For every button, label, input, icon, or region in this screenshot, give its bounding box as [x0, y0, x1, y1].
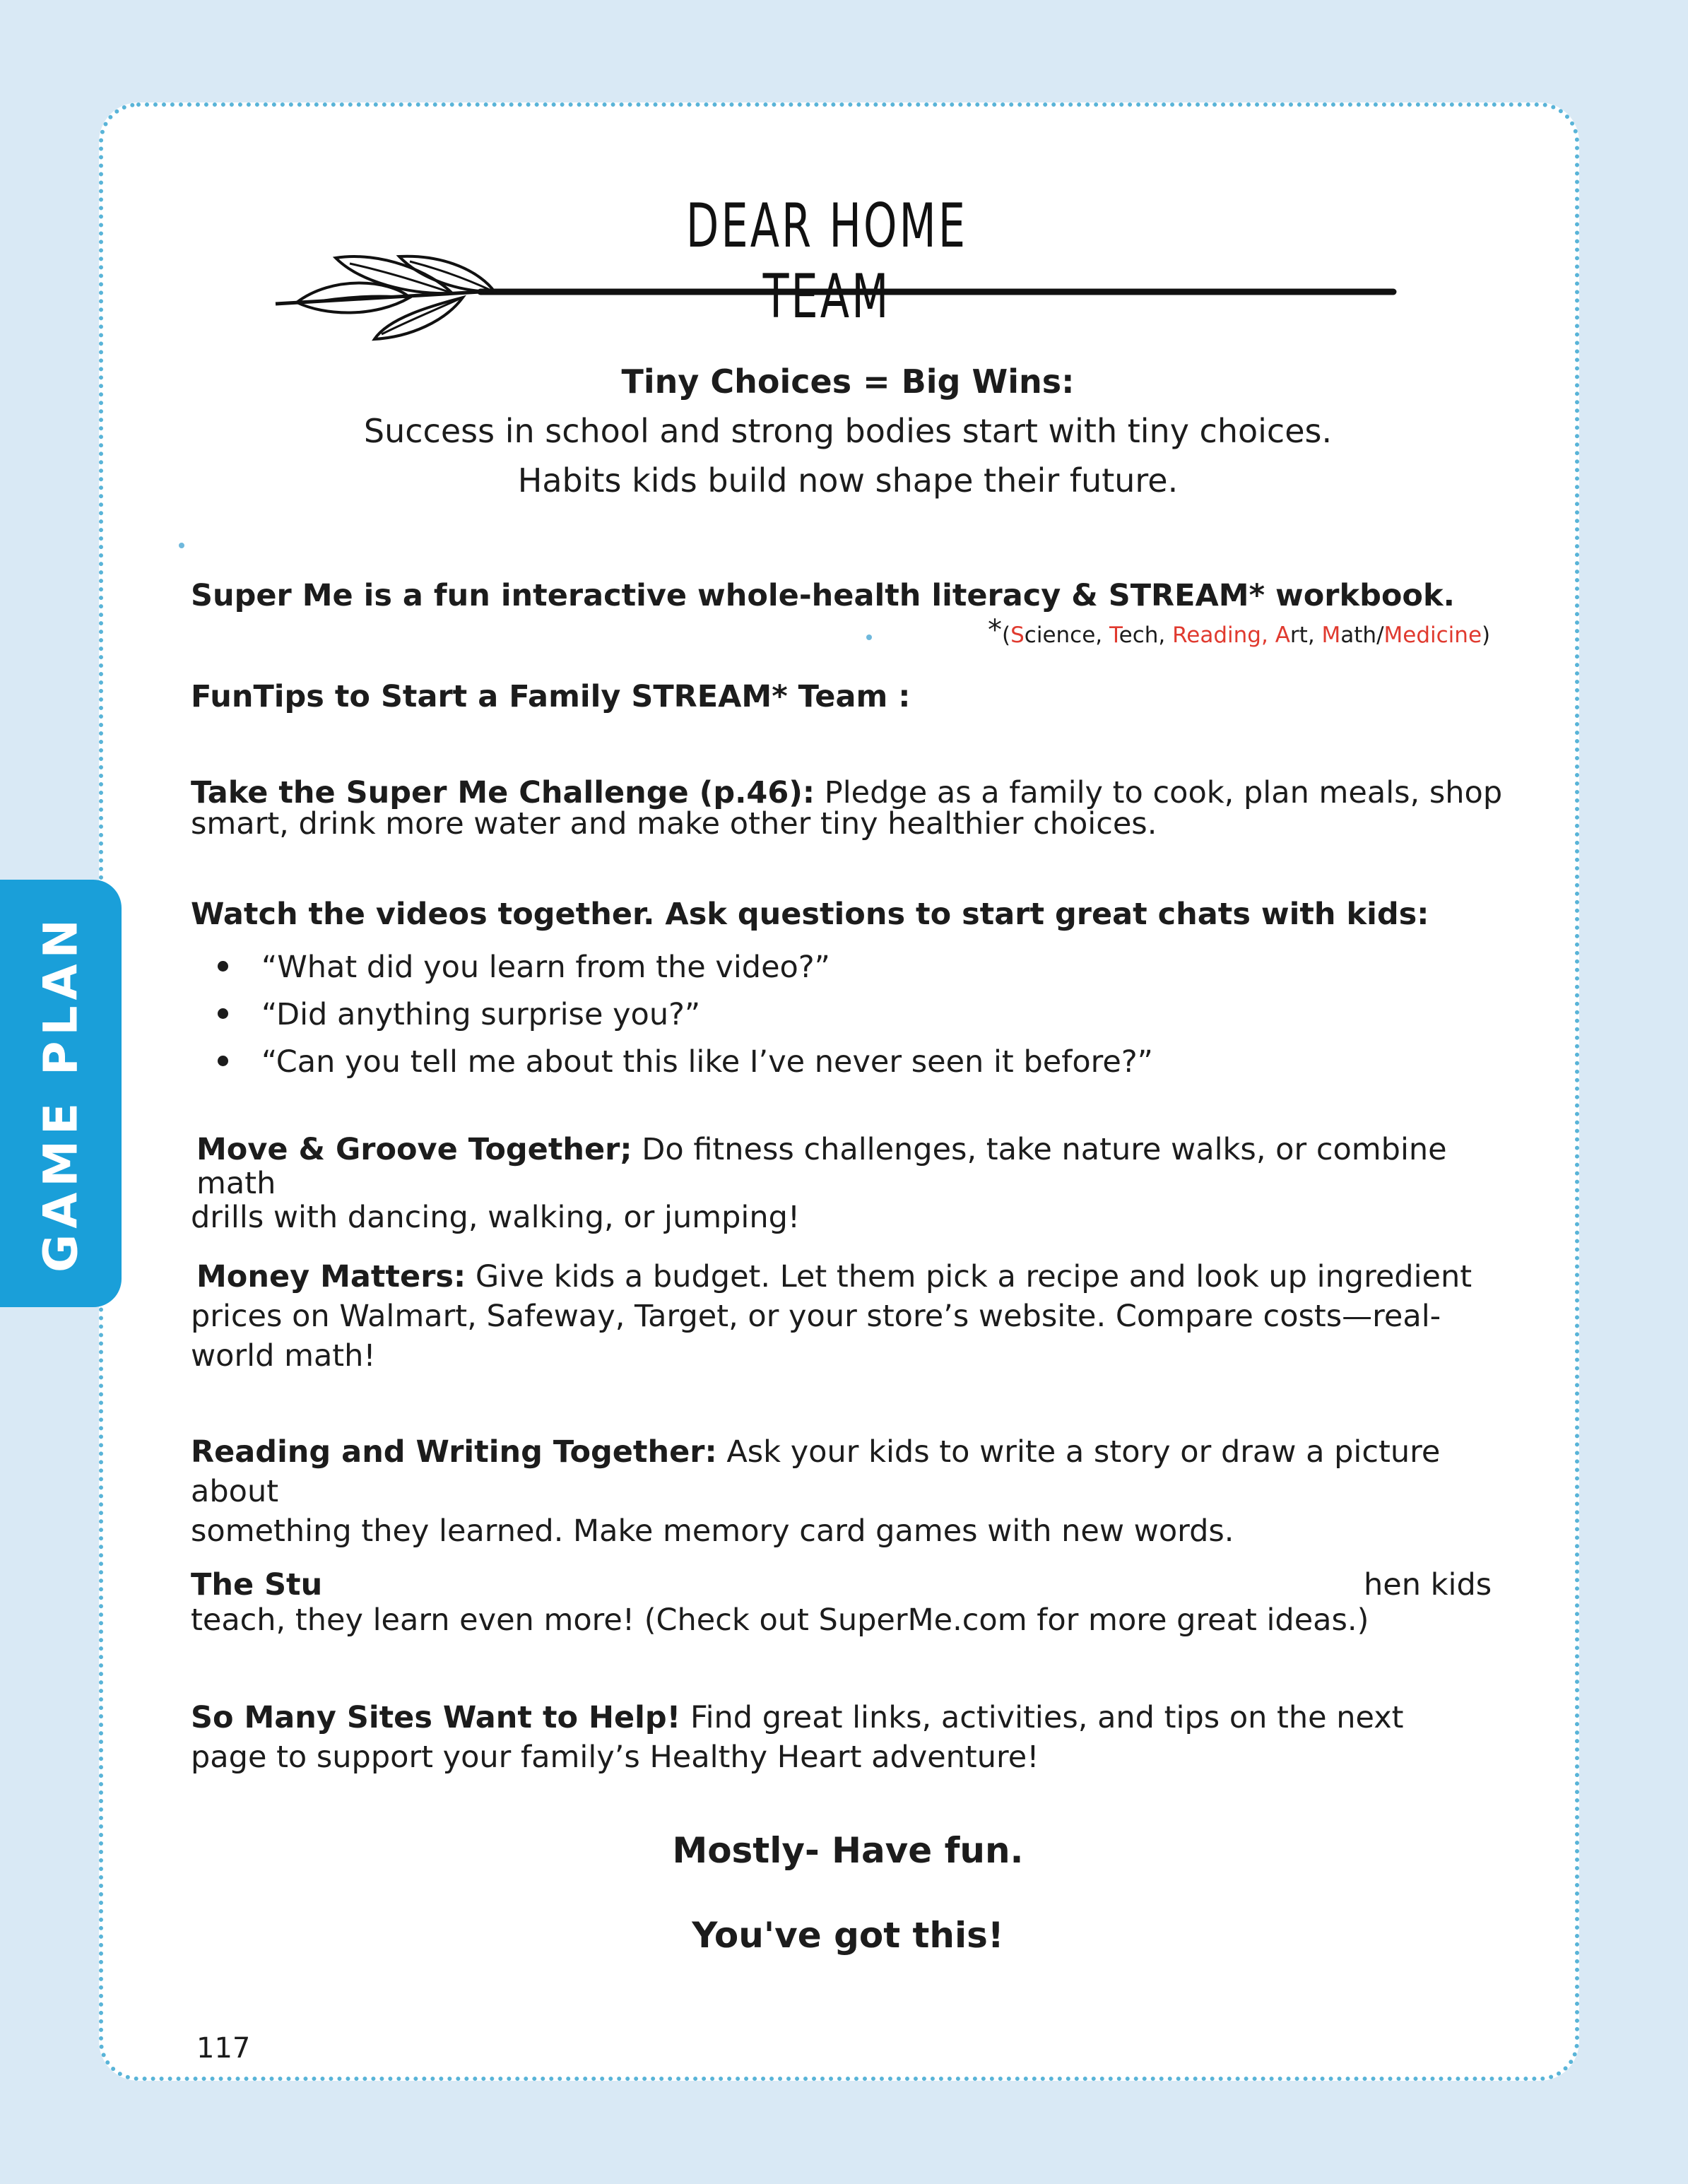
bullet-icon [218, 1008, 228, 1019]
reading-text-2: something they learned. Make memory card games with new words. [191, 1513, 1234, 1549]
money-tip [191, 1257, 1533, 1376]
tips-heading: FunTips to Start a Family STREAM* Team : [191, 679, 911, 714]
money-label: Money Matters: [196, 1259, 466, 1294]
student-label: The Stu [191, 1567, 323, 1602]
videos-heading: Watch the videos together. Ask questions to start great chats with kids: [191, 897, 1429, 932]
intro-heading: Tiny Choices = Big Wins: [621, 362, 1075, 401]
move-label: Move & Groove Together; [196, 1132, 632, 1167]
money-text-3: world math! [191, 1338, 376, 1374]
challenge-tip [191, 775, 1533, 842]
money-text-1: Give kids a budget. Let them pick a recipe and look up ingredient [466, 1259, 1472, 1294]
closing-line-2: You've got this! [692, 1915, 1004, 1956]
bullet-icon [218, 1056, 228, 1066]
list-item: “Did anything surprise you?” [212, 991, 1484, 1039]
challenge-label: Take the Super Me Challenge (p.46): [191, 775, 815, 810]
leaf-branch-divider-icon [268, 251, 1399, 343]
reading-tip [191, 1432, 1533, 1551]
game-plan-tab [0, 880, 122, 1307]
video-questions-list [212, 944, 1484, 1086]
intro-line-2: Habits kids build now shape their future. [517, 461, 1179, 500]
decorative-dot [179, 543, 184, 548]
list-item: “Can you tell me about this like I’ve never seen it before?” [212, 1039, 1484, 1086]
reading-label: Reading and Writing Together: [191, 1434, 717, 1470]
footnote-asterisk: * [988, 614, 1002, 647]
game-plan-tab-label: GAME PLAN [33, 914, 88, 1273]
student-tip [191, 1565, 1533, 1643]
page-number: 117 [196, 2032, 251, 2065]
decorative-dot [866, 634, 872, 640]
bullet-icon [218, 961, 228, 972]
challenge-text-1: Pledge as a family to cook, plan meals, shop [815, 775, 1503, 810]
move-tip [191, 1133, 1533, 1234]
page-title: DEAR HOME TEAM [685, 191, 968, 332]
about-statement: Super Me is a fun interactive whole-health literacy & STREAM* workbook. [191, 578, 1455, 613]
sites-text-2: page to support your family’s Healthy Heart adventure! [191, 1740, 1039, 1775]
sites-label: So Many Sites Want to Help! [191, 1700, 681, 1735]
move-text-2: drills with dancing, walking, or jumping! [191, 1200, 801, 1235]
student-text-2: teach, they learn even more! (Check out SuperMe.com for more great ideas.) [191, 1602, 1369, 1638]
intro-line-1: Success in school and strong bodies start with tiny choices. [363, 412, 1333, 450]
closing-line-1: Mostly- Have fun. [672, 1830, 1024, 1871]
list-item: “What did you learn from the video?” [212, 944, 1484, 991]
money-text-2: prices on Walmart, Safeway, Target, or your store’s website. Compare costs—real- [191, 1299, 1441, 1334]
reading-text-1: Ask your kids to write a story or draw a picture about [191, 1434, 1441, 1509]
sites-tip [191, 1698, 1533, 1777]
stream-footnote: *(Science, Tech, Reading, Art, Math/Medicine) [988, 614, 1491, 648]
move-text-1: Do fitness challenges, take nature walks, or combine math [196, 1132, 1447, 1201]
student-text-1: hen kids [1364, 1567, 1492, 1602]
challenge-text-2: smart, drink more water and make other tiny healthier choices. [191, 806, 1157, 842]
sites-text-1: Find great links, activities, and tips on the next [680, 1700, 1404, 1735]
